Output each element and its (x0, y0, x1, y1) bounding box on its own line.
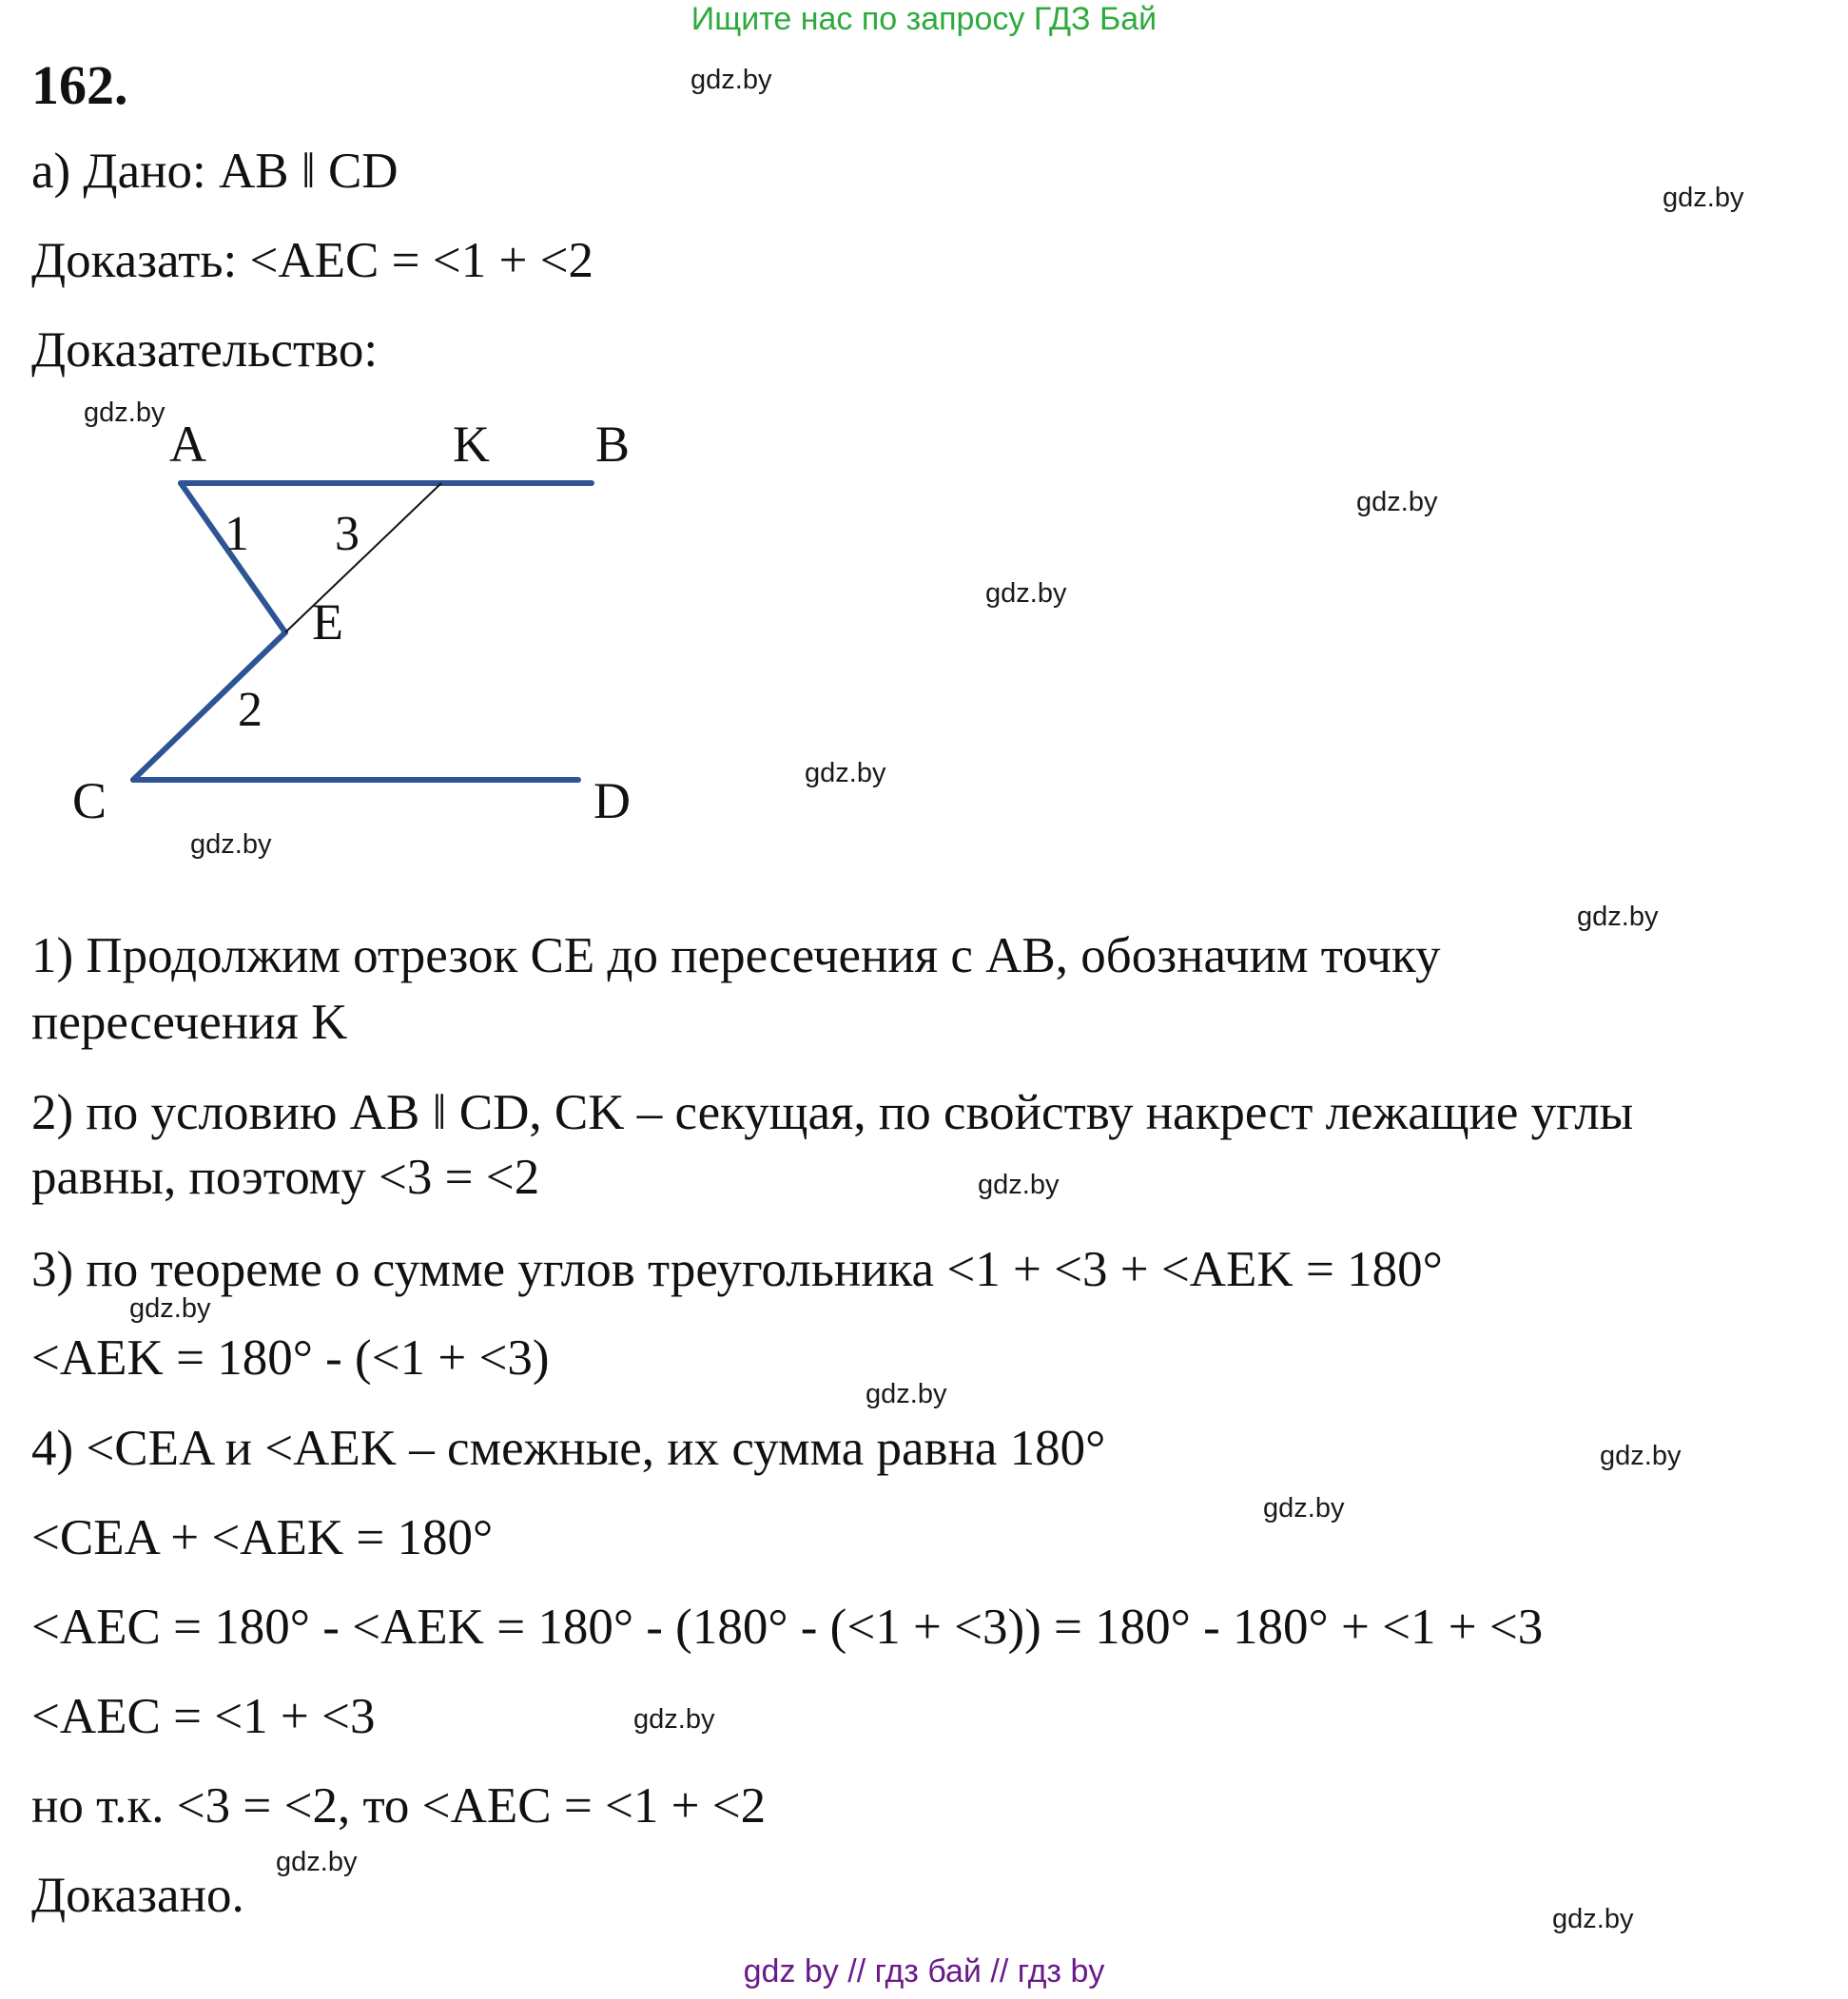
prove-line: Доказать: <AEC = <1 + <2 (31, 233, 593, 288)
watermark: gdz.by (1577, 902, 1659, 932)
watermark: gdz.by (1263, 1493, 1345, 1524)
conclusion-line: но т.к. <3 = <2, то <AEC = <1 + <2 (31, 1778, 767, 1834)
point-label-a: A (169, 416, 206, 473)
step-4-line-1: 4) <CEA и <AEK – смежные, их сумма равна 180° (31, 1421, 1106, 1476)
step-4-line-2: <CEA + <AEK = 180° (31, 1510, 494, 1565)
step-3-line-1: 3) по теореме о сумме углов треугольника <1 + <3 + <AEK = 180° (31, 1242, 1443, 1297)
watermark: gdz.by (866, 1379, 947, 1409)
angle-label-3: 3 (335, 507, 360, 561)
watermark: gdz.by (633, 1704, 715, 1735)
step-2-line-1: 2) по условию AB ǁ CD, CK – секущая, по свойству накрест лежащие углы (31, 1085, 1634, 1140)
watermark: gdz.by (985, 578, 1067, 609)
geometry-figure (0, 399, 723, 875)
watermark: gdz.by (129, 1293, 211, 1324)
angle-label-2: 2 (238, 683, 263, 737)
point-label-d: D (593, 772, 631, 829)
step-3-line-2: <AEK = 180° - (<1 + <3) (31, 1330, 550, 1386)
step-1-line-1: 1) Продолжим отрезок CE до пересечения с AB, обозначим точку (31, 928, 1441, 983)
point-label-b: B (595, 416, 631, 473)
proved-line: Доказано. (31, 1868, 244, 1923)
search-banner[interactable]: Ищите нас по запросу ГДЗ Бай (691, 1, 1157, 37)
watermark: gdz.by (84, 398, 165, 428)
watermark: gdz.by (1552, 1904, 1634, 1934)
watermark: gdz.by (276, 1847, 358, 1877)
step-2-line-2: равны, поэтому <3 = <2 (31, 1150, 540, 1205)
watermark: gdz.by (1356, 487, 1438, 517)
task-number: 162. (31, 54, 128, 116)
watermark: gdz.by (1600, 1441, 1682, 1471)
step-4-line-4: <AEC = <1 + <3 (31, 1689, 376, 1744)
angle-label-1: 1 (224, 507, 249, 561)
step-1-line-2: пересечения K (31, 995, 348, 1050)
watermark: gdz.by (1663, 183, 1744, 213)
footer-links[interactable]: gdz by // гдз бай // гдз by (743, 1953, 1105, 1989)
watermark: gdz.by (978, 1170, 1060, 1200)
point-label-e: E (312, 593, 343, 650)
segment-ek (285, 483, 441, 632)
watermark: gdz.by (805, 758, 886, 788)
watermark: gdz.by (190, 829, 272, 860)
point-label-c: C (72, 772, 107, 829)
point-label-k: K (453, 416, 490, 473)
watermark: gdz.by (691, 65, 772, 95)
step-4-line-3: <AEC = 180° - <AEK = 180° - (180° - (<1 + <3)) = 180° - 180° + <1 + <3 (31, 1600, 1544, 1655)
segment-ec (133, 632, 285, 780)
given-line: а) Дано: AB ǁ CD (31, 144, 399, 199)
proof-heading: Доказательство: (31, 322, 379, 378)
